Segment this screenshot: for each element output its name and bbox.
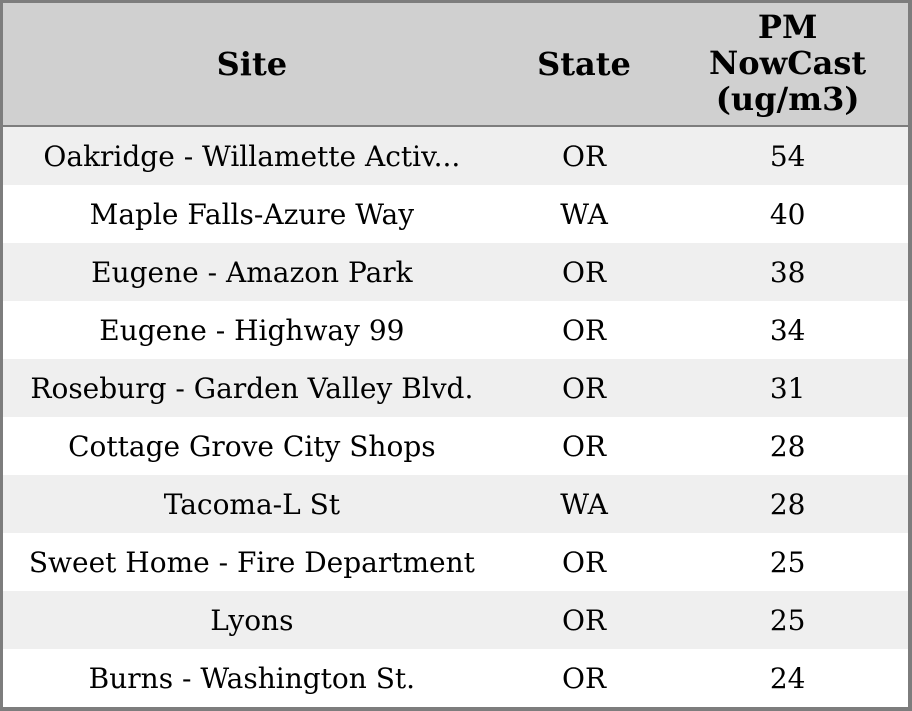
site-cell: Roseburg - Garden Valley Blvd.: [30, 371, 474, 405]
state-cell: OR: [561, 255, 607, 289]
site-cell: Lyons: [210, 603, 294, 637]
table-row: [3, 185, 908, 243]
table-row: [3, 243, 908, 301]
state-cell: OR: [561, 545, 607, 579]
column-header-pm-nowcast: [667, 3, 908, 126]
site-cell: Eugene - Highway 99: [99, 313, 405, 347]
pm-cell: 31: [769, 371, 806, 405]
pm-cell: 34: [769, 313, 806, 347]
site-cell: Burns - Washington St.: [88, 661, 416, 695]
site-cell: Cottage Grove City Shops: [68, 429, 436, 463]
state-cell: WA: [560, 197, 608, 231]
pm-cell: 28: [769, 429, 806, 463]
state-cell: OR: [561, 139, 607, 173]
header-row: [3, 3, 908, 126]
column-header-site: [3, 3, 501, 126]
pm-cell: 28: [769, 487, 806, 521]
table-row: [3, 475, 908, 533]
pm-cell: 24: [769, 661, 806, 695]
state-cell: OR: [561, 313, 607, 347]
column-header-site-label: Site: [216, 44, 288, 83]
column-header-state-label: State: [537, 44, 631, 83]
pm-cell: 25: [769, 603, 806, 637]
pm-cell: 38: [769, 255, 806, 289]
state-cell: OR: [561, 603, 607, 637]
table-row: [3, 359, 908, 417]
site-cell: Tacoma-L St: [163, 487, 341, 521]
site-readings-table: [3, 3, 908, 707]
table-row: [3, 417, 908, 475]
pm-cell: 40: [769, 197, 806, 231]
state-cell: OR: [561, 371, 607, 405]
state-cell: WA: [560, 487, 608, 521]
table-row: [3, 533, 908, 591]
site-cell: Oakridge - Willamette Activ...: [43, 139, 461, 173]
table-row: [3, 126, 908, 185]
pm-cell: 25: [769, 545, 806, 579]
pm-cell: 54: [769, 139, 806, 173]
table-row: [3, 649, 908, 707]
site-cell: Sweet Home - Fire Department: [28, 545, 475, 579]
table-row: [3, 591, 908, 649]
site-cell: Eugene - Amazon Park: [91, 255, 413, 289]
table-row: [3, 301, 908, 359]
state-cell: OR: [561, 429, 607, 463]
column-header-state: [501, 3, 668, 126]
state-cell: OR: [561, 661, 607, 695]
site-cell: Maple Falls-Azure Way: [89, 197, 415, 231]
column-header-pm-nowcast-label: PM NowCast (ug/m3): [709, 8, 867, 118]
